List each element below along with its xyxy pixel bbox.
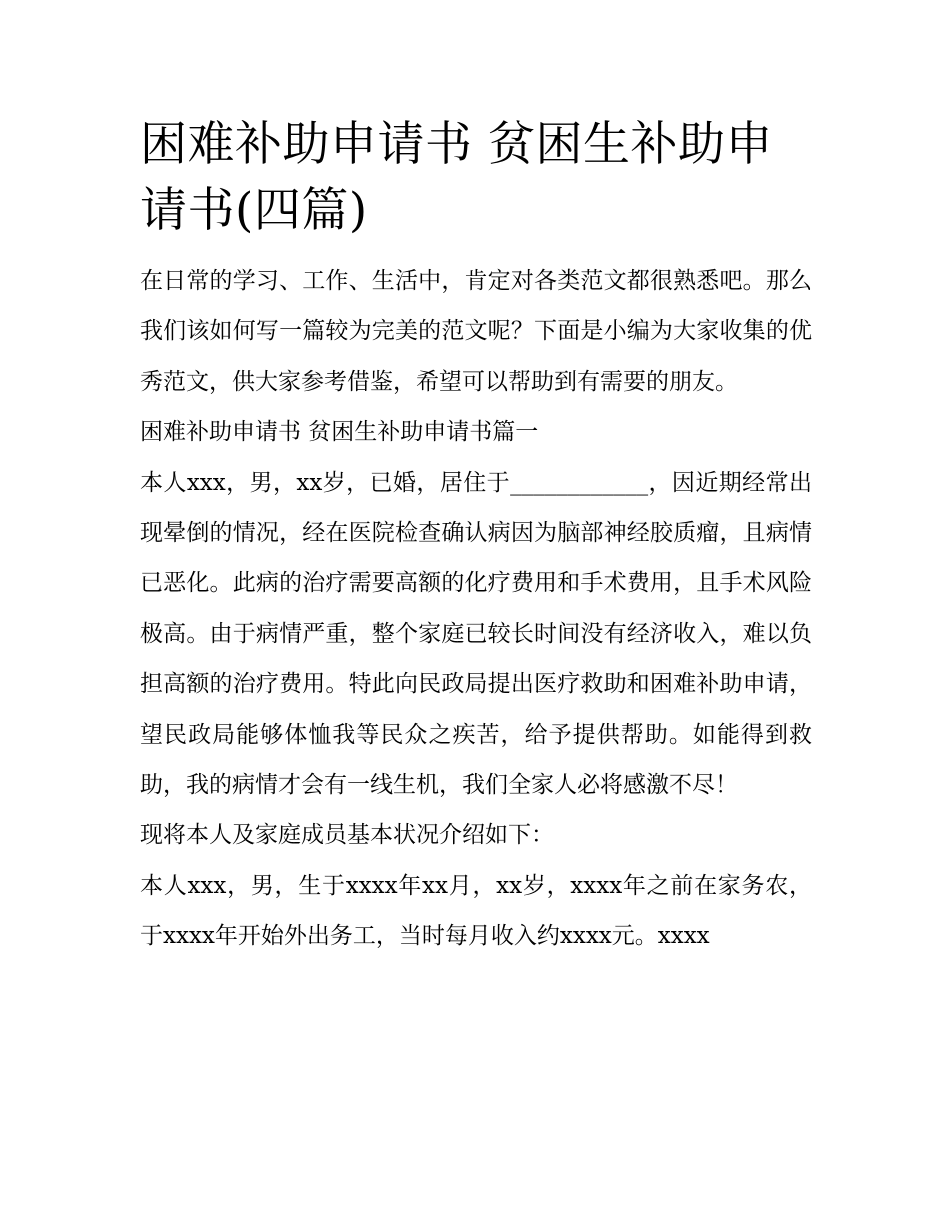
body-paragraph: 本人xxx，男，xx岁，已婚，居住于____________，因近期经常出现晕倒的情况，经在医院检查确认病因为脑部神经胶质瘤，且病情已恶化。此病的治疗需要高额的化疗费用和手术费用，且手术风险极高。由于病情严重，整个家庭已较长时间没有经济收入，难以负担高额的治疗费用。特此向民政局提出医疗救助和困难补助申请，望民政局能够体恤我等民众之疾苦，给予提供帮助。如能得到救助，我的病情才会有一线生机，我们全家人必将感激不尽！ bbox=[140, 469, 812, 799]
document-body bbox=[140, 112, 812, 962]
section-heading: 困难补助申请书 贫困生补助申请书篇一 bbox=[140, 419, 539, 446]
intro-paragraph: 在日常的学习、工作、生活中，肯定对各类范文都很熟悉吧。那么我们该如何写一篇较为完美的范文呢？下面是小编为大家收集的优秀范文，供大家参考借鉴，希望可以帮助到有需要的朋友。 bbox=[140, 268, 812, 395]
document-title: 困难补助申请书 贫困生补助申请书(四篇) bbox=[140, 117, 773, 238]
body-paragraph: 本人xxx，男，生于xxxx年xx月，xx岁，xxxx年之前在家务农，于xxxx年开始外出务工，当时每月收入约xxxx元。xxxx bbox=[140, 872, 812, 950]
body-paragraph: 现将本人及家庭成员基本状况介绍如下： bbox=[140, 822, 554, 849]
